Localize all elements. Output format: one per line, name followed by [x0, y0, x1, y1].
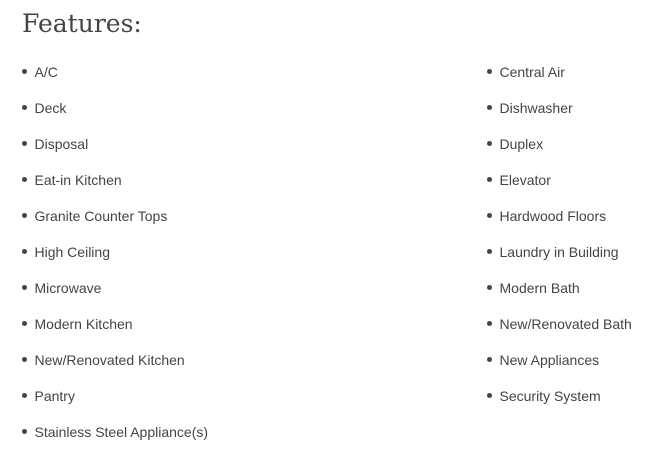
bullet-icon	[22, 357, 27, 362]
bullet-icon	[22, 393, 27, 398]
bullet-icon	[487, 105, 492, 110]
feature-label: Duplex	[499, 136, 544, 152]
feature-label: A/C	[34, 64, 58, 80]
bullet-icon	[487, 213, 492, 218]
feature-label: Disposal	[34, 136, 89, 152]
bullet-icon	[487, 69, 492, 74]
feature-item	[487, 270, 647, 306]
bullet-icon	[22, 105, 27, 110]
bullet-icon	[487, 393, 492, 398]
feature-item	[487, 162, 647, 198]
features-list-right	[487, 54, 647, 414]
feature-item	[22, 378, 462, 414]
bullet-icon	[487, 141, 492, 146]
feature-item	[487, 306, 647, 342]
feature-item	[487, 342, 647, 378]
feature-item	[22, 90, 462, 126]
bullet-icon	[487, 249, 492, 254]
feature-item	[487, 198, 647, 234]
feature-label: Dishwasher	[499, 100, 573, 116]
feature-item	[22, 126, 462, 162]
bullet-icon	[22, 69, 27, 74]
feature-label: Pantry	[34, 388, 75, 404]
bullet-icon	[487, 177, 492, 182]
feature-item	[22, 270, 462, 306]
bullet-icon	[487, 321, 492, 326]
feature-label: Eat-in Kitchen	[34, 172, 122, 188]
feature-label: Modern Bath	[499, 280, 580, 296]
feature-item	[487, 126, 647, 162]
feature-label: Microwave	[34, 280, 102, 296]
feature-label: Laundry in Building	[499, 244, 619, 260]
feature-label: Stainless Steel Appliance(s)	[34, 424, 209, 440]
feature-label: Modern Kitchen	[34, 316, 133, 332]
feature-label: New/Renovated Kitchen	[34, 352, 185, 368]
feature-label: Deck	[34, 100, 67, 116]
feature-item	[487, 234, 647, 270]
feature-label: High Ceiling	[34, 244, 110, 260]
feature-item	[487, 54, 647, 90]
feature-label: Granite Counter Tops	[34, 208, 168, 224]
feature-item	[22, 234, 462, 270]
feature-item	[487, 90, 647, 126]
feature-label: Security System	[499, 388, 601, 404]
feature-item	[22, 342, 462, 378]
feature-label: New/Renovated Bath	[499, 316, 632, 332]
feature-label: Central Air	[499, 64, 565, 80]
features-heading: Features:	[22, 9, 142, 38]
feature-item	[22, 414, 462, 450]
bullet-icon	[22, 141, 27, 146]
feature-item	[22, 198, 462, 234]
bullet-icon	[22, 321, 27, 326]
feature-label: Hardwood Floors	[499, 208, 607, 224]
bullet-icon	[22, 429, 27, 434]
bullet-icon	[22, 285, 27, 290]
bullet-icon	[22, 213, 27, 218]
bullet-icon	[487, 285, 492, 290]
feature-item	[487, 378, 647, 414]
feature-label: Elevator	[499, 172, 551, 188]
feature-item	[22, 54, 462, 90]
bullet-icon	[22, 177, 27, 182]
feature-label: New Appliances	[499, 352, 600, 368]
feature-item	[22, 306, 462, 342]
bullet-icon	[487, 357, 492, 362]
feature-item	[22, 162, 462, 198]
features-list-left	[22, 54, 462, 450]
bullet-icon	[22, 249, 27, 254]
